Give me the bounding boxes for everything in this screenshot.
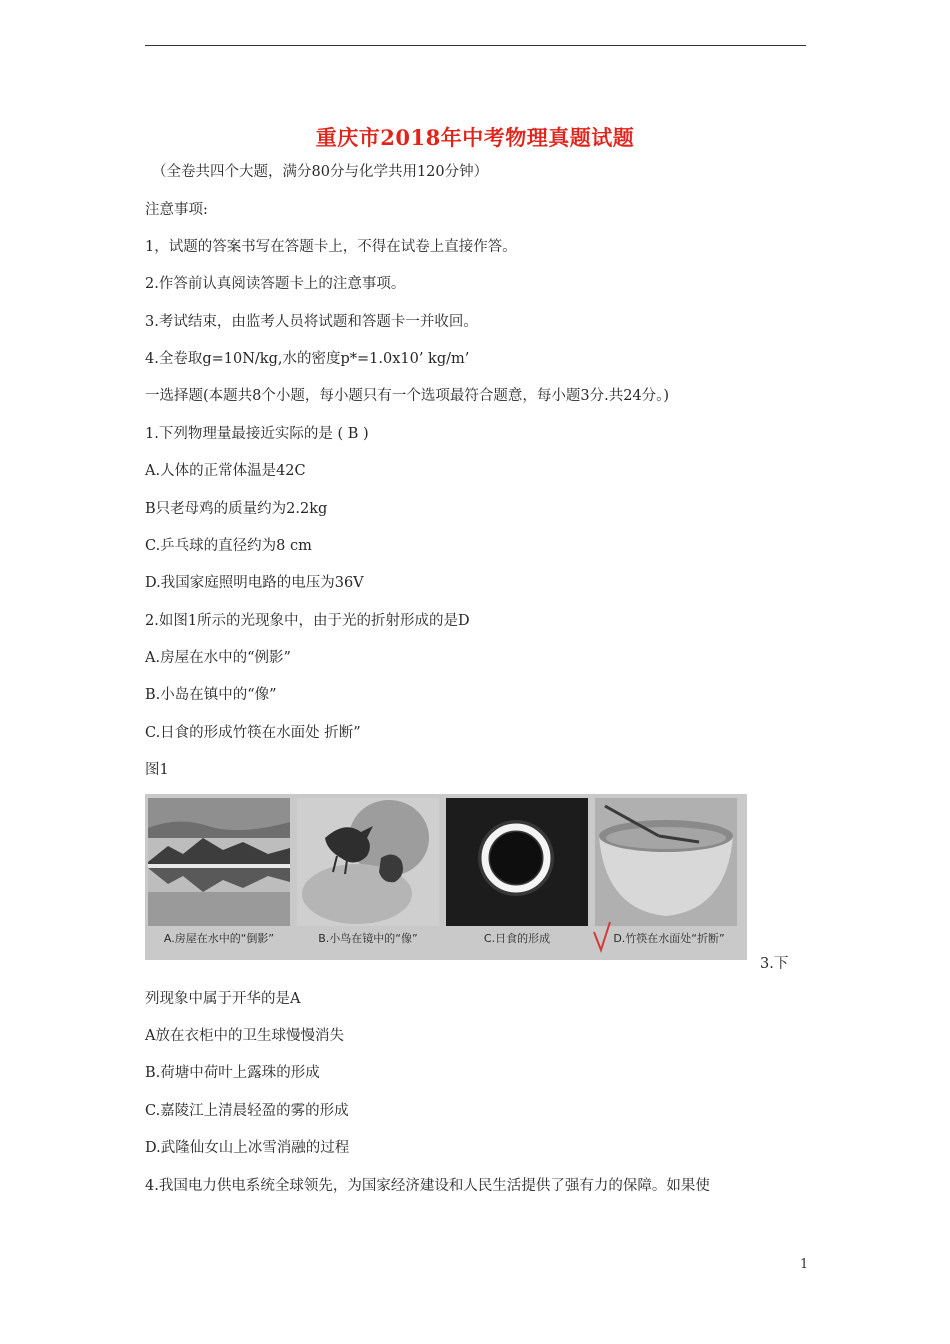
- question-option: C.嘉陵江上清晨轻盈的雾的形成: [145, 1103, 349, 1119]
- figure-label: 图1: [145, 762, 169, 778]
- question-option: C.乒乓球的直径约为8 cm: [145, 538, 312, 554]
- photo-chopsticks-bowl: [595, 798, 737, 926]
- question-stem: 1.下列物理量最接近实际的是 ( B ): [145, 426, 369, 442]
- question-stem: 2.如图1所示的光现象中，由于光的折射形成的是D: [145, 613, 470, 629]
- notes-heading: 注意事项:: [145, 202, 208, 218]
- document-title: 重庆市2018年中考物理真题试题: [315, 125, 635, 150]
- question-option: A.房屋在水中的“例影”: [145, 650, 291, 666]
- page-number: 1: [800, 1257, 809, 1272]
- section-heading: 一选择题(本题共8个小题，每小题只有一个选项最符合题意，每小题3分.共24分。): [145, 388, 670, 404]
- answer-check-mark: [591, 920, 613, 954]
- photo-house-reflection: [148, 798, 290, 926]
- figure-caption: D.竹筷在水面处“折断”: [613, 932, 725, 945]
- question-stem-start: 3.下: [760, 956, 789, 972]
- figure-caption: C.日食的形成: [483, 932, 551, 945]
- photo-bird-mirror: [297, 798, 439, 926]
- question-stem: 列现象中属于开华的是A: [145, 991, 301, 1007]
- question-option: C.日食的形成竹筷在水面处 折断”: [145, 725, 361, 741]
- photo-solar-eclipse: [446, 798, 588, 926]
- figure-1-image: [145, 794, 747, 960]
- figure-caption: B.小鸟在镜中的“像”: [318, 932, 418, 945]
- exam-info: （全卷共四个大题，满分80分与化学共用120分钟）: [152, 164, 489, 180]
- question-option: A.人体的正常体温是42C: [145, 463, 306, 479]
- question-option: D.武隆仙女山上冰雪消融的过程: [145, 1140, 350, 1156]
- note-item: 1，试题的答案书写在答题卡上，不得在试卷上直接作答。: [145, 239, 517, 255]
- question-option: A放在衣柜中的卫生球慢慢消失: [145, 1028, 344, 1044]
- question-option: B只老母鸡的质量约为2.2kg: [145, 501, 328, 517]
- question-stem: 4.我国电力供电系统全球领先，为国家经济建设和人民生活提供了强有力的保障。如果使: [145, 1178, 710, 1194]
- question-option: D.我国家庭照明电路的电压为36V: [145, 575, 364, 591]
- figure-caption: A.房屋在水中的“倒影”: [163, 932, 275, 945]
- header-rule: [145, 45, 806, 46]
- question-option: B.小岛在镇中的“像”: [145, 687, 277, 703]
- question-option: B.荷塘中荷叶上露珠的形成: [145, 1065, 320, 1081]
- note-item: 4.全卷取g=10N/kg,水的密度p*=1.0x10’ kg/m’: [145, 351, 470, 367]
- note-item: 3.考试结束，由监考人员将试题和答题卡一并收回。: [145, 314, 478, 330]
- note-item: 2.作答前认真阅读答题卡上的注意事项。: [145, 276, 406, 292]
